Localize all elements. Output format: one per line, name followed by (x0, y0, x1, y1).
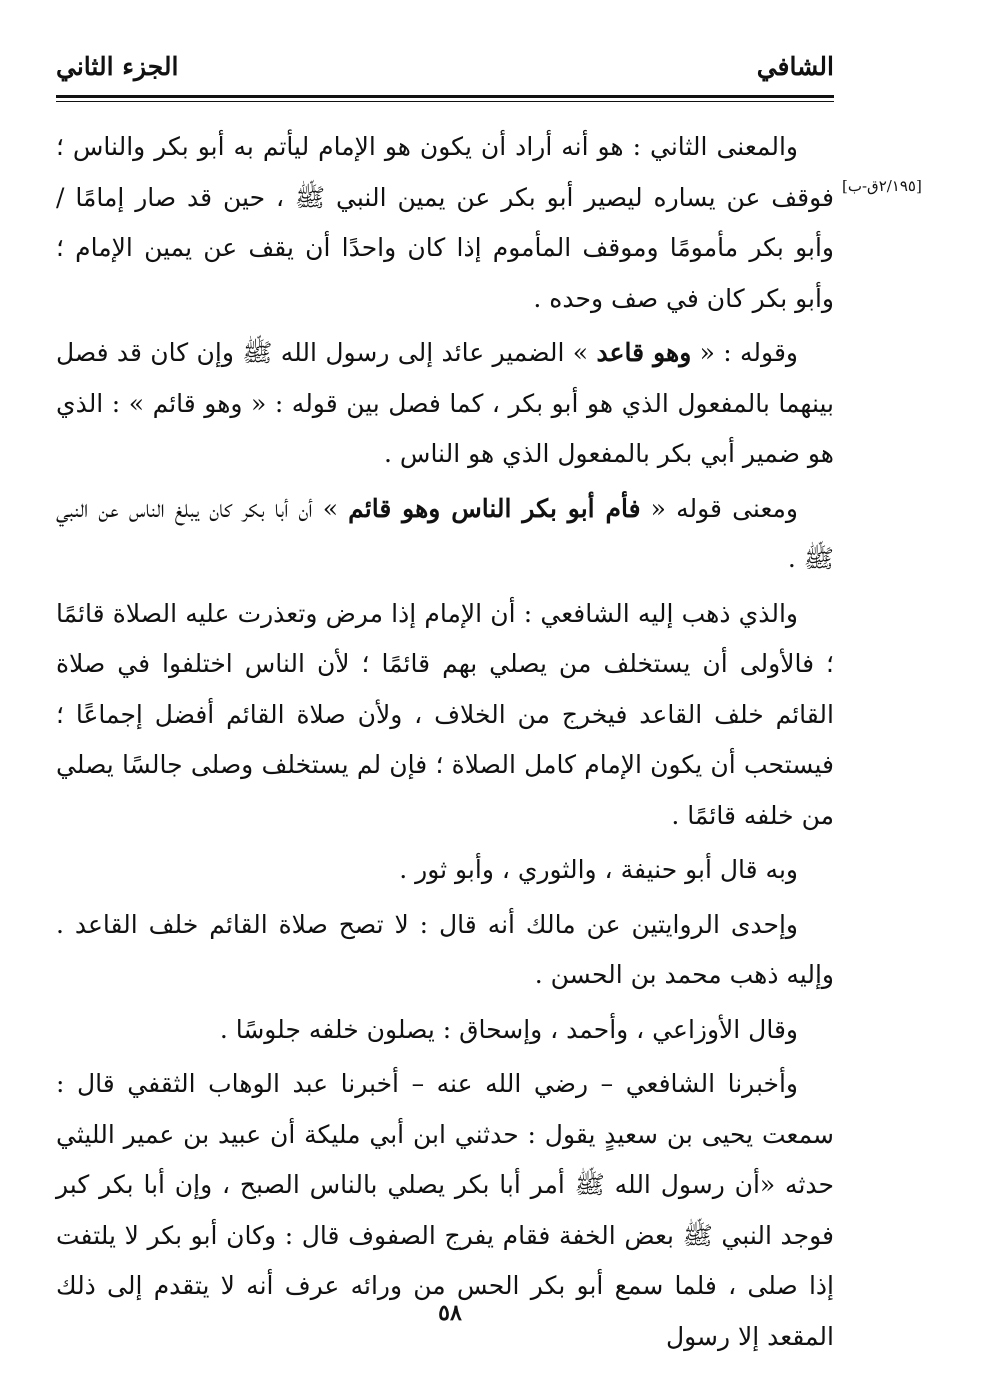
paragraph-2 (56, 328, 834, 480)
main-text (56, 122, 834, 1366)
running-title: الشافي (756, 52, 834, 81)
page-number: ٥٨ (438, 1300, 462, 1326)
volume-label: الجزء الثاني (56, 52, 179, 81)
quoted-phrase-1: وهو قاعد (596, 338, 692, 367)
paragraph-4: والذي ذهب إليه الشافعي : أن الإمام إذا مرض وتعذرت عليه الصلاة قائمًا ؛ فالأولى أن يستخلف من يصلي بهم قائمًا ؛ لأن الناس اختلفوا في صلاة القائم خلف القاعد فيخرج من الخلاف ، ولأن صلاة القائم أفضل إجماعًا ؛ فيستحب أن يكون الإمام كامل الصلاة ؛ فإن لم يستخلف وصلى جالسًا يصلي من خلفه قائمًا . (56, 598, 834, 830)
quoted-phrase-2: فأم أبو بكر الناس وهو قائم (348, 493, 641, 523)
paragraph-2-pre: وقوله : « (691, 338, 798, 367)
header-rule-thick (56, 95, 834, 98)
paragraph-3-pre: ومعنى قوله « (640, 493, 798, 523)
paragraph-6: وإحدى الروايتين عن مالك أنه قال : لا تصح صلاة القائم خلف القاعد . وإليه ذهب محمد بن الحسن . (56, 909, 834, 989)
header-rule-thin (56, 101, 834, 102)
paragraph-7: وقال الأوزاعي ، وأحمد ، وإسحاق : يصلون خلفه جلوسًا . (219, 1014, 798, 1044)
paragraph-8: وأخبرنا الشافعي – رضي الله عنه – أخبرنا عبد الوهاب الثقفي قال : سمعت يحيى بن سعيدٍ يقول : حدثني ابن أبي مليكة أن عبيد بن عمير الليثي حدثه «أن رسول الله ﷺ أمر أبا بكر يصلي بالناس الصبح ، وإن أبا بكر كبر فوجد النبي ﷺ بعض الخفة فقام يفرج الصفوف قال : وكان أبو بكر لا يلتفت إذا صلى ، فلما سمع أبو بكر الحس من ورائه عرف أنه لا يتقدم إلى ذلك المقعد إلا رسول (56, 1069, 834, 1351)
manuscript-folio-note: [٢/١٩٥ق-ب] (842, 177, 922, 195)
paragraph-1: والمعنى الثاني : هو أنه أراد أن يكون هو الإمام ليأتم به أبو بكر والناس ؛ فوقف عن يساره ليصير أبو بكر عن يمين النبي ﷺ ، حين قد صار إمامًا / وأبو بكر مأمومًا وموقف المأموم إذا كان واحدًا أن يقف عن يمين الإمام ؛ وأبو بكر كان في صف وحده . (56, 132, 834, 313)
paragraph-3-post: » أن أبا بكر كان يبلغ الناس عن النبي ﷺ . (56, 493, 834, 573)
paragraph-5: وبه قال أبو حنيفة ، والثوري ، وأبو ثور . (399, 855, 798, 884)
paragraph-3 (56, 484, 834, 585)
page-header (56, 52, 834, 92)
paragraph-2-post: » الضمير عائد إلى رسول الله ﷺ وإن كان قد فصل بينهما بالمفعول الذي هو أبو بكر ، كما فصل بين قوله : « وهو قائم » : الذي هو ضمير أبي بكر بالمفعول الذي هو الناس . (56, 338, 834, 468)
